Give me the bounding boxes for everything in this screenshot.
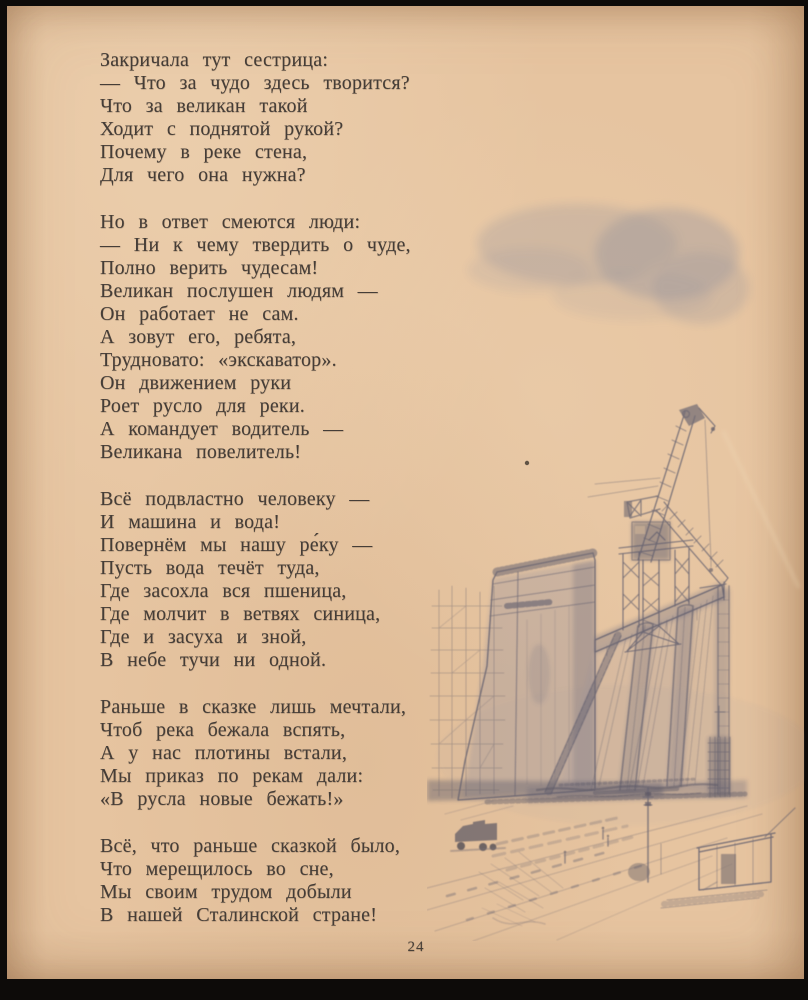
- poem-line: Мы приказ по рекам дали:: [100, 765, 364, 787]
- poem-stanza: [100, 49, 411, 187]
- poem-line: Полно верить чудесам!: [100, 257, 319, 279]
- poem-line: Для чего она нужна?: [100, 164, 306, 186]
- poem-line: И машина и вода!: [100, 511, 281, 533]
- poem-line: Чтоб река бежала вспять,: [100, 719, 346, 741]
- poem-line: Всё, что раньше сказкой было,: [100, 835, 401, 857]
- poem-line: Он работает не сам.: [100, 303, 299, 325]
- page-number: 24: [407, 939, 425, 955]
- poem-line: Мы своим трудом добыли: [100, 881, 352, 903]
- poem-line: А командует водитель —: [100, 418, 344, 440]
- ink-spot: [525, 461, 529, 465]
- poem-line: Роет русло для реки.: [100, 395, 305, 417]
- poem-line: Закричала тут сестрица:: [100, 49, 329, 71]
- poem-line: Где молчит в ветвях синица,: [100, 603, 381, 625]
- shed: [697, 808, 795, 890]
- dam-construction-illustration: [427, 196, 805, 941]
- poem-line: Но в ответ смеются люди:: [100, 211, 361, 233]
- poem-line: Всё подвластно человеку —: [100, 488, 370, 510]
- poem-line: Великан послушен людям —: [100, 280, 378, 302]
- poem-line: Что мерещилось во сне,: [100, 858, 334, 880]
- poem-line: Пусть вода течёт туда,: [100, 557, 320, 579]
- poem-line: Раньше в сказке лишь мечтали,: [100, 696, 407, 718]
- poem-line: «В русла новые бежать!»: [100, 788, 344, 810]
- poem-stanza: [100, 835, 411, 927]
- poem-line: — Что за чудо здесь творится?: [100, 72, 410, 94]
- smoke-cloud-drawing: [467, 204, 749, 324]
- rail-tracks: [661, 890, 767, 908]
- poem-line: В небе тучи ни одной.: [100, 649, 327, 671]
- poem-stanza: [100, 488, 411, 672]
- poem-line: А у нас плотины встали,: [100, 742, 348, 764]
- poem-stanza: [100, 211, 411, 464]
- poem-line: В нашей Сталинской стране!: [100, 904, 378, 926]
- poem-line: А зовут его, ребята,: [100, 326, 297, 348]
- truck: [451, 820, 505, 851]
- book-page: [7, 6, 804, 979]
- poem-line: Повернём мы нашу ре́ку —: [100, 534, 373, 556]
- poem-stanza: [100, 696, 411, 811]
- paper-crease: [723, 431, 799, 588]
- poem-line: — Ни к чему твердить о чуде,: [100, 234, 411, 256]
- poem-text-block: [100, 49, 411, 951]
- poem-line: Что за великан такой: [100, 95, 308, 117]
- poem-line: Где и засуха и зной,: [100, 626, 307, 648]
- poem-line: Трудновато: «экскаватор».: [100, 349, 337, 371]
- poem-line: Почему в реке стена,: [100, 141, 308, 163]
- dam-tonal-wash: [427, 522, 805, 826]
- poem-line: Он движением руки: [100, 372, 292, 394]
- poem-line: Ходит с поднятой рукой?: [100, 118, 344, 140]
- poem-line: Великана повелитель!: [100, 441, 302, 463]
- poem-line: Где засохла вся пшеница,: [100, 580, 347, 602]
